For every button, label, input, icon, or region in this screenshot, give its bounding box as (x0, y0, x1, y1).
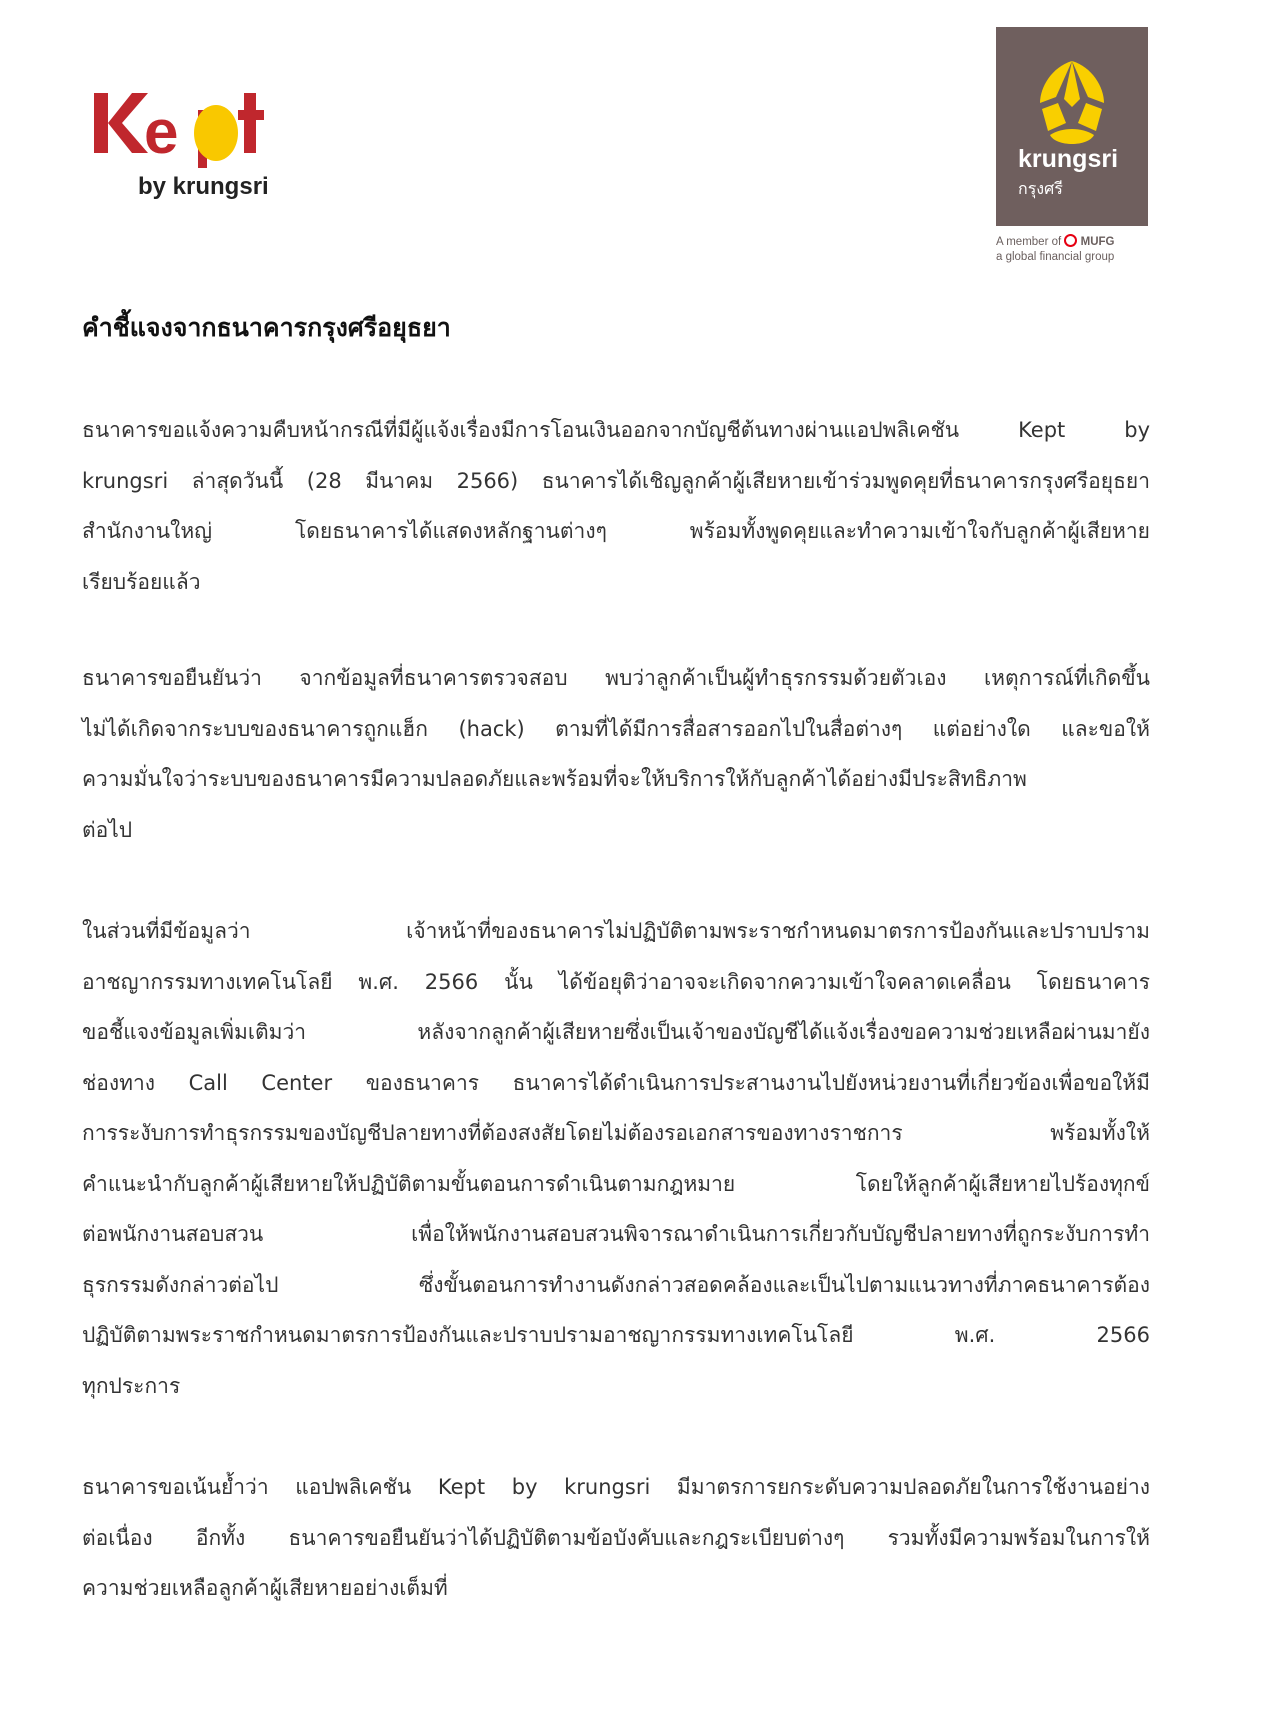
member-of-text: A member of (996, 236, 1062, 248)
paragraph-4 (82, 1462, 1150, 1614)
krungsri-logo (996, 27, 1148, 226)
krungsri-wordmark: krungsri (1018, 145, 1119, 173)
text-line: ขอชี้แจงข้อมูลเพิ่มเติมว่า หลังจากลูกค้าผู้เสียหายซึ่งเป็นเจ้าของบัญชีได้แจ้งเรื่องขอความช่วยเหลือผ่านมายัง (82, 1020, 1150, 1044)
text-line: ในส่วนที่มีข้อมูลว่า เจ้าหน้าที่ของธนาคารไม่ปฏิบัติตามพระราชกำหนดมาตรการป้องกันและปราบปราม (82, 919, 1150, 943)
mufg-text: MUFG (1080, 236, 1115, 248)
page-title: คำชี้แจงจากธนาคารกรุงศรีอยุธยา (82, 313, 451, 342)
text-line: เรียบร้อยแล้ว (82, 569, 201, 594)
svg-text:e: e (144, 98, 179, 167)
text-line: การระงับการทำธุรกรรมของบัญชีปลายทางที่ต้องสงสัยโดยไม่ต้องรอเอกสารของทางราชการ พร้อมทั้งให้ (82, 1121, 1150, 1145)
text-line: krungsri ล่าสุดวันนี้ (28 มีนาคม 2566) ธนาคารได้เชิญลูกค้าผู้เสียหายเข้าร่วมพูดคุยที่ธนาคารกรุงศรีอยุธยา (82, 468, 1150, 493)
text-line: ธนาคารขอยืนยันว่า จากข้อมูลที่ธนาคารตรวจสอบ พบว่าลูกค้าเป็นผู้ทำธุรกรรมด้วยตัวเอง เหตุการณ์ที่เกิดขึ้น (82, 666, 1150, 690)
text-line: ปฏิบัติตามพระราชกำหนดมาตรการป้องกันและปราบปรามอาชญากรรมทางเทคโนโลยี พ.ศ. 2566 (82, 1323, 1150, 1347)
text-line: ความมั่นใจว่าระบบของธนาคารมีความปลอดภัยและพร้อมที่จะให้บริการให้กับลูกค้าได้อย่างมีประสิทธิภาพ (82, 767, 1027, 791)
text-line: อาชญากรรมทางเทคโนโลยี พ.ศ. 2566 นั้น ได้ข้อยุติว่าอาจจะเกิดจากความเข้าใจคลาดเคลื่อน โดยธนาคาร (82, 969, 1150, 994)
text-line: ทุกประการ (82, 1373, 181, 1398)
mufg-icon (1064, 234, 1077, 247)
text-line: ต่อไป (82, 817, 133, 842)
kept-by-krungsri-logo (94, 88, 304, 213)
text-line: สำนักงานใหญ่ โดยธนาคารได้แสดงหลักฐานต่างๆ พร้อมทั้งพูดคุยและทำความเข้าใจกับลูกค้าผู้เสียหาย (82, 519, 1150, 543)
krungsri-thai-wordmark: กรุงศรี (1018, 179, 1063, 198)
mufg-member-note (996, 234, 1156, 265)
text-line: ช่องทาง Call Center ของธนาคาร ธนาคารได้ดำเนินการประสานงานไปยังหน่วยงานที่เกี่ยวข้องเพื่อขอให้มี (82, 1070, 1150, 1095)
text-line: ไม่ได้เกิดจากระบบของธนาคารถูกแฮ็ก (hack) ตามที่ได้มีการสื่อสารออกไปในสื่อต่างๆ แต่อย่างใด และขอให้ (82, 716, 1150, 741)
text-line: ความช่วยเหลือลูกค้าผู้เสียหายอย่างเต็มที่ (82, 1576, 448, 1600)
paragraph-2 (82, 653, 1150, 855)
global-group-text: a global financial group (996, 251, 1115, 263)
text-line: ต่อเนื่อง อีกทั้ง ธนาคารขอยืนยันว่าได้ปฏิบัติตามข้อบังคับและกฎระเบียบต่างๆ รวมทั้งมีความพร้อมในการให้ (82, 1525, 1150, 1550)
text-line: ธนาคารขอแจ้งความคืบหน้ากรณีที่มีผู้แจ้งเรื่องมีการโอนเงินออกจากบัญชีต้นทางผ่านแอปพลิเคชัน Kept by (82, 418, 1150, 442)
text-line: ธนาคารขอเน้นย้ำว่า แอปพลิเคชัน Kept by krungsri มีมาตรการยกระดับความปลอดภัยในการใช้งานอย่าง (82, 1475, 1150, 1499)
kept-tagline: by krungsri (138, 173, 269, 200)
paragraph-3 (82, 906, 1150, 1411)
paragraph-1 (82, 405, 1150, 607)
text-line: ธุรกรรมดังกล่าวต่อไป ซึ่งขั้นตอนการทำงานดังกล่าวสอดคล้องและเป็นไปตามแนวทางที่ภาคธนาคารต้อง (82, 1272, 1150, 1297)
text-line: คำแนะนำกับลูกค้าผู้เสียหายให้ปฏิบัติตามขั้นตอนการดำเนินตามกฎหมาย โดยให้ลูกค้าผู้เสียหายไปร้องทุกข์ (82, 1171, 1150, 1196)
text-line: ต่อพนักงานสอบสวน เพื่อให้พนักงานสอบสวนพิจารณาดำเนินการเกี่ยวกับบัญชีปลายทางที่ถูกระงับการทำ (82, 1222, 1150, 1246)
